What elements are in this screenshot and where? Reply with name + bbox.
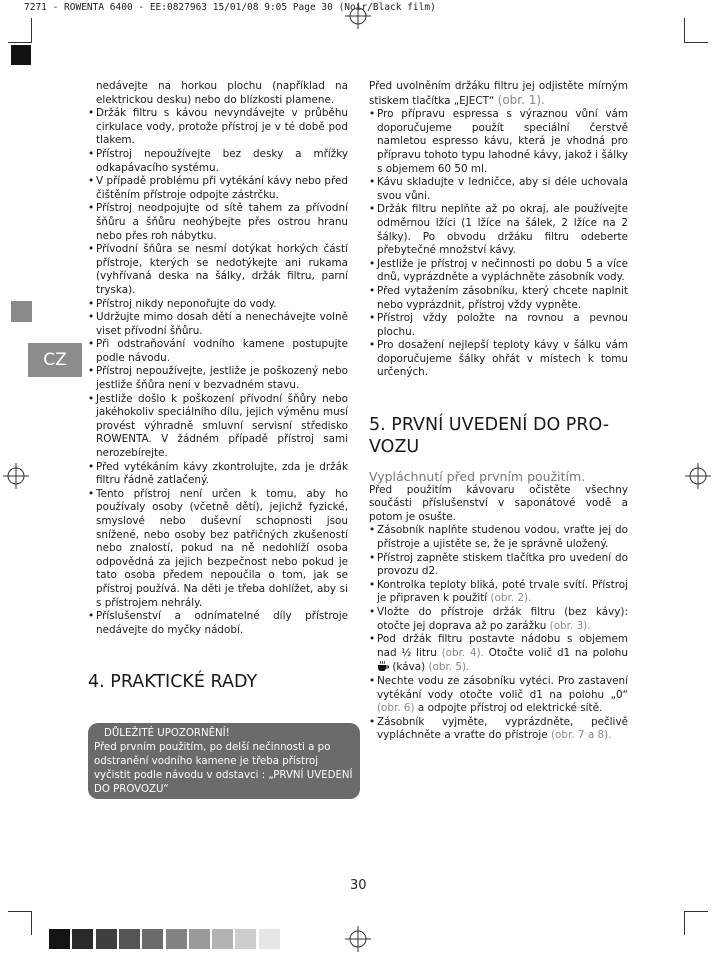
important-notice bbox=[88, 723, 360, 799]
tips-list bbox=[369, 108, 628, 380]
left-column bbox=[88, 80, 348, 693]
registration-mark-icon bbox=[685, 463, 711, 489]
figure-ref: (obr. 4). bbox=[441, 646, 484, 659]
crop-mark bbox=[8, 42, 32, 43]
list-item: • Přívodní šňůra se nesmí dotýkat horkých částí přístroje, kterých se nedotýkejte ani rukama (vyhřívaná deska na šálky, držák filtru, parní tryska). bbox=[88, 243, 348, 297]
step-text: Vložte do přístroje držák filtru (bez kávy): otočte jej doprava až po zarážku bbox=[377, 606, 628, 632]
color-swatch bbox=[119, 929, 140, 949]
color-swatch bbox=[259, 929, 280, 949]
registration-mark-icon bbox=[3, 463, 29, 489]
crop-mark bbox=[684, 911, 685, 935]
crop-mark bbox=[31, 911, 32, 935]
color-swatch bbox=[235, 929, 256, 949]
list-item: • Při odstraňování vodního kamene postupujte podle návodu. bbox=[88, 338, 348, 365]
color-swatch bbox=[49, 929, 70, 949]
step-item bbox=[369, 552, 628, 579]
color-swatch bbox=[142, 929, 163, 949]
list-item: • Pro přípravu espressa s výraznou vůní vám doporučujeme použít speciální čerstvě namletou espresso kávu, která je vhodná pro přípravu tohoto typu lahodné kávy, jakož i šálky s objemem 60 50 ml. bbox=[369, 108, 628, 176]
figure-ref: (obr. 7 a 8). bbox=[551, 729, 612, 742]
steps-list bbox=[369, 524, 628, 743]
list-item: • Udržujte mimo dosah dětí a nenechávejte volně viset přívodní šňůru. bbox=[88, 311, 348, 338]
step-item bbox=[369, 716, 628, 743]
list-item: • Přístroj nepoužívejte, jestliže je poškozený nebo jestliže šňůra není v bezvadném stavu. bbox=[88, 365, 348, 392]
coffee-cup-icon bbox=[377, 660, 389, 671]
list-item: • Přístroj nepoužívejte bez desky a mřížky odkapávacího systému. bbox=[88, 148, 348, 175]
crop-mark bbox=[684, 911, 708, 912]
list-item: • Přístroj neodpojujte od sítě tahem za přívodní šňůru a šňůru neohýbejte přes ostrou hranu nebo přes roh nábytku. bbox=[88, 202, 348, 243]
figure-ref: (obr. 5). bbox=[428, 661, 470, 674]
step-text: Otočte volič d1 na polohu bbox=[488, 646, 628, 659]
list-item: • Jestliže je přístroj v nečinnosti po dobu 5 a více dnů, vyprázdněte a vypláchněte zásobník vody. bbox=[369, 258, 628, 285]
step-item bbox=[369, 633, 628, 675]
print-header: 7271 - ROWENTA 6400 - EE:0827963 15/01/08 9:05 Page 30 (Noir/Black film) bbox=[24, 2, 436, 13]
list-item: • Držák filtru neplňte až po okraj, ale používejte odměrnou lžíci (1 lžíce na šálek, 2 lžíce na 2 šálky). Po obvodu držáku filtru odeberte přebytečné množství kávy. bbox=[369, 203, 628, 257]
subheading: Vypláchnutí před prvním použitím. bbox=[369, 469, 586, 485]
list-item: • Před vytažením zásobníku, který chcete naplnit nebo vyprázdnit, přístroj vždy vypněte. bbox=[369, 285, 628, 312]
section-heading-4: 4. PRAKTICKÉ RADY bbox=[88, 672, 258, 693]
step-text: a odpojte přístroj od elektrické sítě. bbox=[417, 702, 603, 715]
step-item bbox=[369, 606, 628, 633]
step-text: Zásobník vyjměte, vyprázdněte, pečlivě vypláchněte a vraťte do přístroje bbox=[377, 715, 628, 742]
page-number: 30 bbox=[350, 878, 367, 893]
crop-mark bbox=[8, 911, 32, 912]
color-swatch bbox=[166, 929, 187, 949]
list-item: • Přístroj nikdy neponořujte do vody. bbox=[88, 298, 348, 312]
right-intro-text: Před uvolněním držáku filtru jej odjistěte mírným stiskem tlačítka „EJECT“ bbox=[369, 80, 628, 107]
list-item: • Přístroj vždy položte na rovnou a pevnou plochu. bbox=[369, 312, 628, 339]
step-text: Pod držák filtru postavte nádobu s objemem nad ½ litru bbox=[377, 633, 628, 659]
notice-title: DŮLEŽITÉ UPOZORNĚNÍ! bbox=[104, 728, 230, 739]
figure-ref: (obr. 3). bbox=[549, 619, 591, 632]
language-tab: CZ bbox=[28, 343, 82, 377]
right-column bbox=[369, 80, 628, 743]
color-swatch bbox=[72, 929, 93, 949]
crop-mark bbox=[684, 18, 685, 42]
figure-ref: (obr. 2). bbox=[490, 592, 532, 605]
step-item bbox=[369, 579, 628, 606]
figure-ref: (obr. 1). bbox=[497, 92, 545, 107]
step-text: Kontrolka teploty bliká, poté trvale svítí. Přístroj je připraven k použití bbox=[377, 578, 628, 605]
figure-ref: (obr. 6) bbox=[377, 702, 415, 715]
crop-mark bbox=[31, 18, 32, 42]
grey-marker bbox=[11, 301, 32, 322]
section-heading-5: 5. PRVNÍ UVEDENÍ DO PRO-VOZU bbox=[369, 415, 610, 458]
notice-text: Před prvním použitím, po delší nečinnosti a po odstranění vodního kamene je třeba přístroj vyčistit podle návodu v odstavci : „PRVNÍ UVEDENÍ DO PROVOZU“ bbox=[94, 742, 353, 795]
list-item: • Příslušenství a odnímatelné díly přístroje nedávejte do myčky nádobí. bbox=[88, 610, 348, 637]
black-marker bbox=[11, 45, 31, 65]
step-text: Přístroj zapněte stiskem tlačítka pro uvedení do provozu d2. bbox=[377, 551, 628, 578]
step-text: Nechte vodu ze zásobníku vytéci. Pro zastavení vytékání vody otočte volič d1 na polohu „0“ bbox=[377, 674, 628, 701]
color-swatch bbox=[96, 929, 117, 949]
list-item: • Jestliže došlo k poškození přívodní šňůry nebo jakéhokoliv speciálního dílu, jejich výměnu musí provést výhradně smluvní servisní středisko ROWENTA. V žádném případě přístroj sami nerozebírejte. bbox=[88, 393, 348, 461]
crop-mark bbox=[684, 42, 708, 43]
list-item: • Kávu skladujte v ledničce, aby si déle uchovala svou vůni. bbox=[369, 176, 628, 203]
list-item: • Před vytékáním kávy zkontrolujte, zda je držák filtru řádně zatlačený. bbox=[88, 461, 348, 488]
rinse-paragraph: Před použitím kávovaru očistěte všechny součásti příslušenství v saponátové vodě a potom je osušte. bbox=[369, 483, 628, 523]
list-item: • Tento přístroj není určen k tomu, aby ho používaly osoby (včetně dětí), jejichž fyzické, smyslové nebo duševní schopnosti jsou snížené, nebo osoby bez patřičných zkušeností nebo znalostí, pokud na ně nedohlíží osoba odpovědná za jejich bezpečnost nebo pokud je tato osoba předem nepoučila o tom, jak se přístroj používá. Na děti je třeba dohlížet, aby si s přístrojem nehrály. bbox=[88, 488, 348, 610]
registration-mark-icon bbox=[345, 926, 371, 952]
right-intro bbox=[369, 80, 628, 108]
left-intro: nedávejte na horkou plochu (například na elektrickou desku) nebo do blízkosti plamene. bbox=[96, 80, 348, 106]
color-swatch bbox=[189, 929, 210, 949]
list-item: • Pro dosažení nejlepší teploty kávy v šálku vám doporučujeme šálky ohřát v místech k tomu určených. bbox=[369, 339, 628, 380]
color-swatch bbox=[212, 929, 233, 949]
registration-mark-icon bbox=[345, 3, 371, 29]
step-text: Zásobník naplňte studenou vodou, vraťte jej do přístroje a ujistěte se, že je správně uložený. bbox=[377, 524, 628, 551]
list-item: • Držák filtru s kávou nevyndávejte v průběhu cirkulace vody, protože přístroj je v té době pod tlakem. bbox=[88, 107, 348, 148]
safety-list bbox=[88, 107, 348, 637]
list-item: • V případě problému při vytékání kávy nebo před čištěním přístroje odpojte zástrčku. bbox=[88, 175, 348, 202]
step-item bbox=[369, 675, 628, 716]
step-text: (káva) bbox=[392, 661, 426, 674]
step-item bbox=[369, 524, 628, 551]
